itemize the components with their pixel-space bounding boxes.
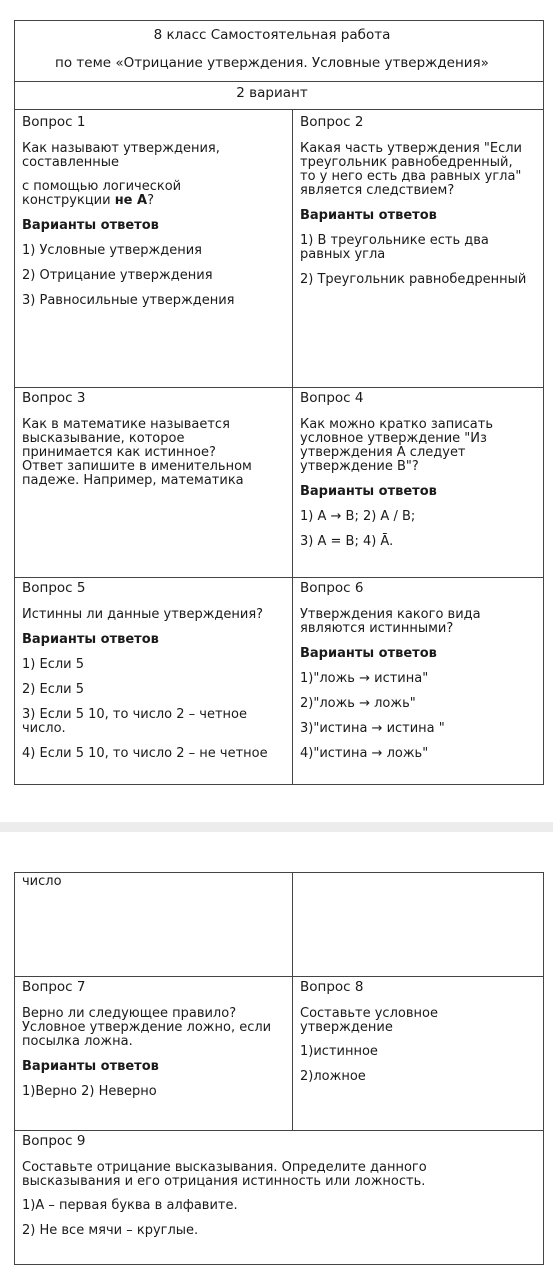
table-border (14, 387, 544, 388)
question-9-label: Вопрос 9 (22, 1133, 86, 1149)
question-1-label: Вопрос 1 (22, 114, 86, 130)
table-border (14, 577, 544, 578)
question-2-text: Какая часть утверждения "Если треугольник равнобедренный, то у него есть два равных угла" является следствием? (300, 141, 523, 198)
table-border-bottom (14, 784, 544, 785)
table-border-left (14, 20, 15, 784)
page-separator (0, 822, 553, 832)
table-border (14, 109, 544, 110)
question-1-options-heading: Варианты ответов (22, 218, 159, 233)
question-6-option: 3)"истина → истина " (300, 721, 445, 736)
question-2-option: 2) Треугольник равнобедренный (300, 272, 527, 287)
table-border (14, 976, 544, 977)
table-border-right (543, 20, 544, 784)
table-column-divider (292, 109, 293, 784)
worksheet-topic: по теме «Отрицание утверждения. Условные утверждения» (55, 55, 489, 71)
table-border-right (543, 872, 544, 1264)
question-7-options-heading: Варианты ответов (22, 1059, 159, 1074)
question-5-text: Истинны ли данные утверждения? (22, 607, 264, 622)
question-7-text: Верно ли следующее правило? Условное утверждение ложно, если посылка ложна. (22, 1006, 272, 1049)
table-border-left (14, 872, 15, 1264)
question-4-option: 3) A = B; 4) Ā. (300, 534, 394, 549)
question-6-text: Утверждения какого вида являются истинными? (300, 607, 481, 636)
question-9-cell (22, 1133, 540, 1261)
question-2-option: 1) В треугольнике есть два равных угла (300, 233, 489, 262)
question-5-option: 3) Если 5 10, то число 2 – четное число. (22, 707, 248, 736)
question-4-cell (300, 390, 540, 574)
question-8-text: Составьте условное утверждение (300, 1006, 438, 1035)
table-border-top (14, 20, 544, 21)
question-1-option: 2) Отрицание утверждения (22, 268, 213, 283)
question-4-label: Вопрос 4 (300, 390, 364, 406)
question-6-option: 2)"ложь → ложь" (300, 696, 416, 711)
question-8-cell (300, 979, 540, 1127)
question-1-text-a: Как называют утверждения, составленные (22, 141, 220, 170)
question-6-options-heading: Варианты ответов (300, 646, 437, 661)
question-3-text: Как в математике называется высказывание, которое принимается как истинное? Ответ запишите в именительном падеже. Например, математика (22, 417, 252, 488)
question-2-label: Вопрос 2 (300, 114, 364, 130)
question-5-option: 2) Если 5 (22, 682, 84, 697)
question-2-cell (300, 114, 540, 384)
question-2-options-heading: Варианты ответов (300, 208, 437, 223)
question-8-option: 1)истинное (300, 1044, 378, 1059)
table-border-top (14, 872, 544, 873)
worksheet-title: 8 класс Самостоятельная работа (153, 27, 391, 43)
question-6-option: 4)"истина → ложь" (300, 746, 429, 761)
question-7-label: Вопрос 7 (22, 979, 86, 995)
question-9-text: Составьте отрицание высказывания. Определите данного высказывания и его отрицания истинность или ложность. (22, 1160, 427, 1189)
table-border (14, 81, 544, 82)
question-7-option: 1)Верно 2) Неверно (22, 1084, 157, 1099)
question-6-cell (300, 580, 540, 782)
question-8-label: Вопрос 8 (300, 979, 364, 995)
question-8-option: 2)ложное (300, 1069, 366, 1084)
question-1-cell (22, 114, 288, 384)
question-5-label: Вопрос 5 (22, 580, 86, 596)
question-1-text-b: с помощью логической конструкции не А? (22, 179, 182, 208)
question-3-label: Вопрос 3 (22, 390, 86, 406)
question-5-continuation-cell (22, 875, 288, 895)
question-1-option: 1) Условные утверждения (22, 243, 203, 258)
table-border (14, 1130, 544, 1131)
question-6-label: Вопрос 6 (300, 580, 364, 596)
question-9-option: 2) Не все мячи – круглые. (22, 1223, 199, 1238)
question-4-options-heading: Варианты ответов (300, 484, 437, 499)
question-5-option: 1) Если 5 (22, 657, 84, 672)
question-4-text: Как можно кратко записать условное утверждение "Из утверждения А следует утверждение В"? (300, 417, 493, 474)
worksheet-page-2 (0, 860, 553, 1280)
variant-label: 2 вариант (236, 85, 308, 101)
question-5-cell (22, 580, 288, 782)
question-1-option: 3) Равносильные утверждения (22, 293, 235, 308)
question-5-options-heading: Варианты ответов (22, 632, 159, 647)
question-6-option: 1)"ложь → истина" (300, 671, 429, 686)
question-5-continuation: число (22, 875, 62, 889)
question-7-cell (22, 979, 288, 1127)
question-5-option: 4) Если 5 10, то число 2 – не четное (22, 746, 268, 761)
question-1-bold-term: не А (114, 193, 148, 208)
question-4-option: 1) A → B; 2) A / B; (300, 509, 416, 524)
question-9-option: 1)А – первая буква в алфавите. (22, 1198, 238, 1213)
question-3-cell (22, 390, 288, 574)
table-column-divider (292, 872, 293, 1130)
table-border-bottom (14, 1264, 544, 1265)
